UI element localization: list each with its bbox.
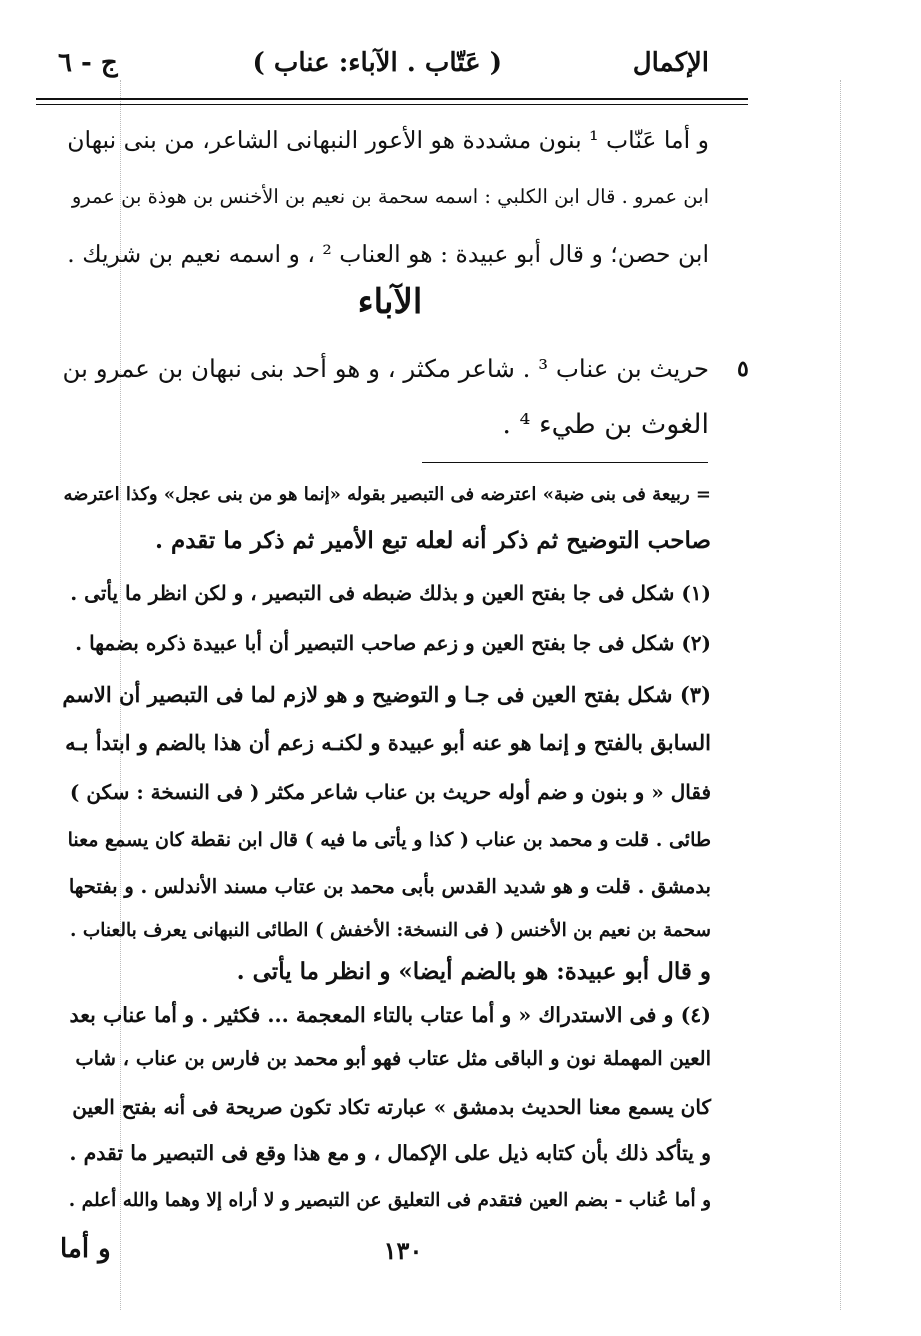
- catchword: و أما: [60, 1234, 111, 1264]
- body-line: و أما عَنّاب ¹ بنون مشددة هو الأعور النبهانى الشاعر، من بنى نبهان: [67, 126, 709, 154]
- footnote-line: سحمة بن نعيم بن الأخنس ( فى النسخة: الأخفش ) الطائى النبهانى يعرف بالعناب .: [69, 920, 711, 941]
- footnote-line: كان يسمع معنا الحديث بدمشق » عبارته تكاد تكون صريحة فى أنه بفتح العين: [72, 1095, 711, 1119]
- footnote-line: (٣) شكل بفتح العين فى جـا و التوضيح و هو لازم لما فى التبصير أن الاسم: [62, 682, 711, 707]
- header-rule-thin: [36, 104, 748, 105]
- body-line: ابن حصن؛ و قال أبو عبيدة : هو العناب ² ، و اسمه نعيم بن شريك .: [67, 240, 709, 268]
- footnote-line: صاحب التوضيح ثم ذكر أنه لعله تبع الأمير ثم ذكر ما تقدم .: [154, 527, 711, 554]
- footnote-line: و أما عُناب - بضم العين فتقدم فى التعليق عن التبصير و لا أراه إلا وهما والله أعلم .: [68, 1190, 711, 1211]
- section-line: حريث بن عناب ³ . شاعر مكثر ، و هو أحد بنى نبهان بن عمرو بن: [62, 354, 709, 383]
- footnote-line: فقال « و بنون و ضم أوله حريث بن عناب شاعر مكثر ( فى النسخة : سكن ): [69, 780, 711, 804]
- page-number: ١٣٠: [383, 1236, 423, 1265]
- footnote-line: و يتأكد ذلك بأن كتابه ذيل على الإكمال ، و مع هذا وقع فى التبصير ما تقدم .: [69, 1141, 711, 1165]
- footnote-separator: [422, 462, 708, 463]
- page-header-center: ( عَتّاب . الآباء: عناب ): [252, 48, 502, 78]
- running-title: الإكمال: [632, 48, 709, 78]
- scan-guide-line: [840, 80, 841, 1310]
- footnote-line: السابق بالفتح و إنما هو عنه أبو عبيدة و لكنـه زعم أن هذا بالضم و ابتدأ بـه: [65, 730, 711, 755]
- body-line: ابن عمرو . قال ابن الكلبي : اسمه سحمة بن نعيم بن الأخنس بن هوذة بن عمرو: [71, 185, 709, 208]
- footnote-line: (٤) و فى الاستدراك « و أما عتاب بالتاء المعجمة ... فكثير . و أما عناب بعد: [69, 1003, 711, 1027]
- section-heading: الآباء: [357, 282, 423, 322]
- footnote-line: العين المهملة نون و الباقى مثل عتاب فهو أبو محمد بن فارس بن عناب ، شاب: [75, 1047, 711, 1070]
- footnote-line: = ربيعة فى بنى ضبة» اعترضه فى التبصير بقوله «إنما هو من بنى عجل» وكذا اعترضه: [63, 484, 711, 505]
- footnote-line: طائى . قلت و محمد بن عناب ( كذا و يأتى ما فيه ) قال ابن نقطة كان يسمع معنا: [67, 829, 711, 851]
- header-rule: [36, 98, 748, 100]
- footnote-line: (٢) شكل فى جا بفتح العين و زعم صاحب التبصير أن أبا عبيدة ذكره بضمها .: [75, 631, 711, 655]
- footnote-line: (١) شكل فى جا بفتح العين و بذلك ضبطه فى التبصير ، و لكن انظر ما يأتى .: [70, 581, 711, 605]
- line-number: ٥: [737, 356, 749, 382]
- footnote-line: و قال أبو عبيدة: هو بالضم أيضا» و انظر ما يأتى .: [236, 958, 711, 985]
- volume-number: ج - ٦: [58, 48, 118, 78]
- section-line: الغوث بن طيء ⁴ .: [502, 409, 709, 440]
- footnote-line: بدمشق . قلت و هو شديد القدس بأبى محمد بن عتاب مسند الأندلس . و بفتحها: [68, 875, 711, 898]
